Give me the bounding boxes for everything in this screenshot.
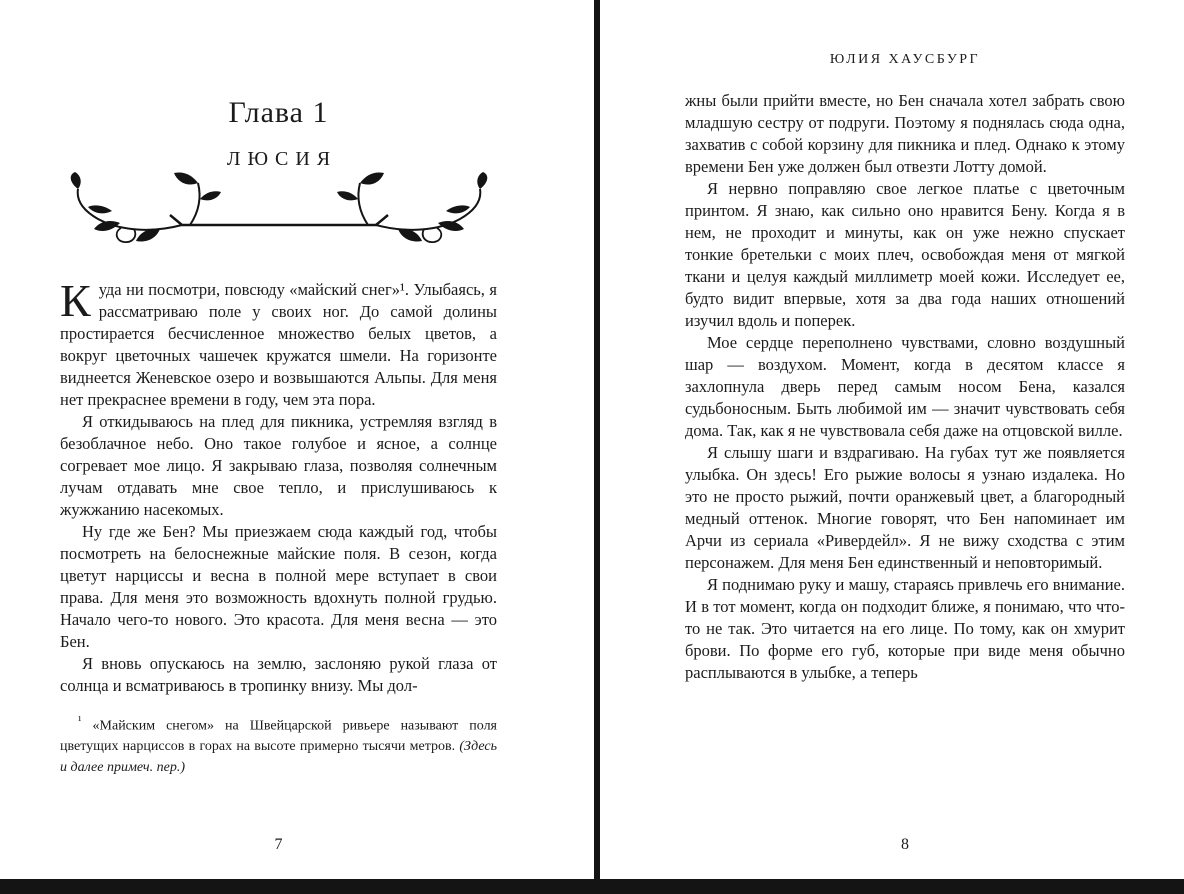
running-header: ЮЛИЯ ХАУСБУРГ — [829, 52, 981, 67]
paragraph: жны были прийти вместе, но Бен сначала хотел забрать свою младшую сестру от подруги. Поэтому я поднялась сюда одна, захватив с собой корзину для пикника и плед. Однако к этому времени Бен уже должен был отвезти Лотту домой. — [685, 91, 1125, 176]
left-page-body — [60, 275, 497, 697]
page-number-left: 7 — [274, 836, 283, 853]
paragraph: Я вновь опускаюсь на землю, заслоняю рукой глаза от солнца и всматриваюсь в тропинку внизу. Мы дол- — [60, 654, 497, 695]
paragraph: Я поднимаю руку и машу, стараясь привлечь его внимание. И в тот момент, когда он подходит ближе, я понимаю, что что-то не так. Это читается на его лице. По тому, как он хмурит брови. По форме его губ, которые при виде меня обычно расплываются в улыбке, а теперь — [685, 575, 1125, 682]
chapter-label: Глава 1 — [228, 96, 329, 129]
paragraph: Мое сердце переполнено чувствами, словно воздушный шар — воздухом. Момент, когда в десятом классе я захлопнула дверь перед самым носом Бена, казался судьбоносным. Быть любимой им — значит чувствовать себя дома. Так, как я не чувствовала себя даже на отцовской вилле. — [685, 333, 1125, 440]
paragraph: Я нервно поправляю свое легкое платье с цветочным принтом. Я знаю, как сильно оно нравится Бену. Когда я в нем, не проходит и минуты, как он уже нежно спускает тонкие бретельки с моих плеч, освобождая меня от мягкой ткани и целуя каждый миллиметр моей кожи. Исследует ее, будто видит впервые, хотя за два года наших отношений изучил вдоль и поперек. — [685, 179, 1125, 330]
right-page — [685, 0, 1125, 879]
left-page — [60, 0, 497, 879]
book-spine-divider — [594, 0, 600, 894]
chapter-title: ЛЮСИЯ — [226, 148, 338, 170]
footnote — [60, 711, 497, 778]
book-bottom-edge — [0, 879, 1184, 894]
paragraph — [60, 275, 497, 411]
paragraph: Я откидываюсь на плед для пикника, устремляя взгляд в безоблачное небо. Оно такое голубое и ясное, а солнце согревает мое лицо. Я закрываю глаза, позволяя солнечным лучам отдавать мне свое тепло, и прислушиваюсь к жужжанию насекомых. — [60, 412, 497, 519]
footnote-text: «Майским снегом» на Швейцарской ривьере называют поля цветущих нарциссов в горах на высоте примерно тысячи метров. — [60, 718, 497, 755]
paragraph-text: уда ни посмотри, повсюду «майский снег»¹. Улыбаясь, я рассматриваю поле у своих ног. До самой долины простирается бесчисленное множество белых цветов, а вокруг цветочных чашечек кружатся шмели. На горизонте виднеется Женевское озеро и возвышаются Альпы. Для меня нет прекраснее времени в году, чем эта пора. — [60, 280, 497, 409]
dropcap: К — [60, 275, 91, 326]
footnote-translator-note: (Здесь и далее примеч. пер.) — [60, 739, 497, 775]
paragraph: Я слышу шаги и вздрагиваю. На губах тут же появляется улыбка. Он здесь! Его рыжие волосы я узнаю издалека. Но это не просто рыжий, почти оранжевый цвет, а благородный медный оттенок. Многие говорят, что Бен напоминает им Арчи из сериала «Ривердейл». Я не вижу сходства с этим персонажем. Для меня Бен единственный и неповторимый. — [685, 443, 1125, 572]
paragraph: Ну где же Бен? Мы приезжаем сюда каждый год, чтобы посмотреть на белоснежные майские поля. В сезон, когда цветут нарциссы и весна в полной мере вступает в свои права. Для меня это возможность вдохнуть полной грудью. Начало чего-то нового. Это красота. Для меня весна — это Бен. — [60, 522, 497, 651]
floral-flourish-ornament — [64, 171, 494, 245]
footnote-marker: ¹ — [78, 714, 82, 727]
page-number-right: 8 — [901, 836, 909, 853]
right-page-body — [685, 90, 1125, 684]
